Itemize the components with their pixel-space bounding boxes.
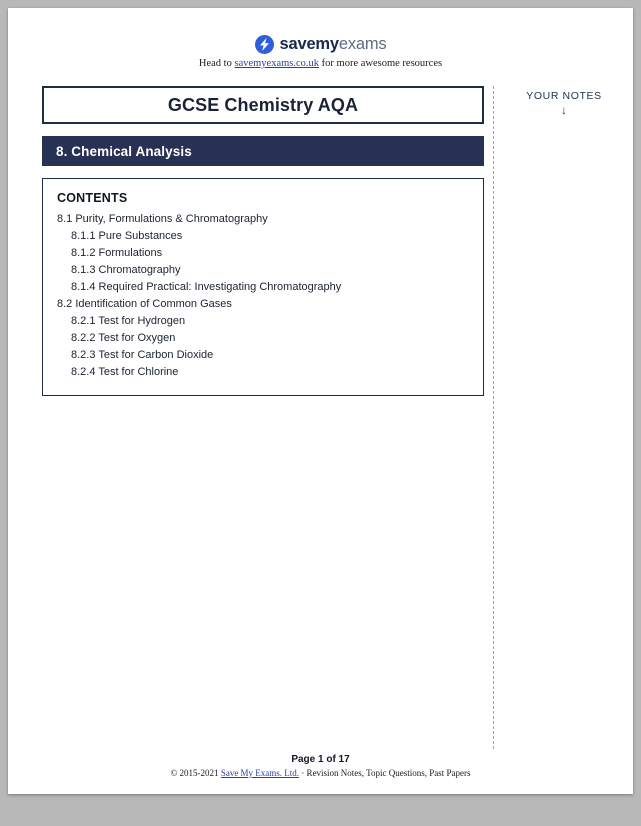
page-title	[42, 86, 484, 124]
main-column	[42, 86, 484, 396]
list-item[interactable]: 8.1.4 Required Practical: Investigating Chromatography	[71, 281, 342, 293]
page-number: Page 1 of 17	[291, 754, 350, 765]
your-notes-label: YOUR NOTES	[526, 90, 602, 102]
brand-name-my: my	[315, 35, 339, 53]
contents-heading: CONTENTS	[57, 191, 128, 205]
list-item[interactable]: 8.2.1 Test for Hydrogen	[71, 315, 186, 327]
page-footer	[8, 754, 633, 778]
chapter-banner	[42, 136, 484, 166]
copyright-line	[8, 768, 633, 778]
tagline	[8, 58, 633, 69]
company-link[interactable]: Save My Exams. Ltd.	[220, 768, 300, 778]
page-body	[8, 86, 633, 752]
contents-box	[42, 178, 484, 396]
chapter-title-text: 8. Chemical Analysis	[56, 143, 192, 159]
site-link[interactable]: savemyexams.co.uk	[234, 58, 320, 69]
list-item[interactable]: 8.2.4 Test for Chlorine	[71, 366, 179, 378]
list-item[interactable]: 8.2 Identification of Common Gases	[57, 298, 232, 310]
table-of-contents	[57, 211, 469, 381]
tagline-prefix: Head to	[198, 58, 235, 69]
list-item[interactable]: 8.1 Purity, Formulations & Chromatography	[57, 213, 268, 225]
down-arrow-icon: ↓	[561, 103, 567, 117]
list-item[interactable]: 8.1.2 Formulations	[71, 247, 163, 259]
list-item[interactable]: 8.2.2 Test for Oxygen	[71, 332, 176, 344]
notes-column	[505, 90, 623, 116]
brand-name-exams: exams	[338, 35, 387, 53]
lightning-bolt-icon	[255, 35, 274, 54]
copyright-suffix: · Revision Notes, Topic Questions, Past Papers	[299, 768, 471, 778]
brand-header	[8, 35, 633, 54]
page-title-text: GCSE Chemistry AQA	[167, 94, 359, 115]
notes-divider	[493, 86, 494, 749]
list-item[interactable]: 8.1.1 Pure Substances	[71, 230, 183, 242]
brand-name-save: save	[279, 35, 316, 53]
document-page	[8, 8, 633, 794]
brand-wordmark	[280, 35, 387, 54]
list-item[interactable]: 8.1.3 Chromatography	[71, 264, 181, 276]
copyright-prefix: © 2015-2021	[170, 768, 221, 778]
list-item[interactable]: 8.2.3 Test for Carbon Dioxide	[71, 349, 214, 361]
tagline-suffix: for more awesome resources	[319, 58, 443, 69]
